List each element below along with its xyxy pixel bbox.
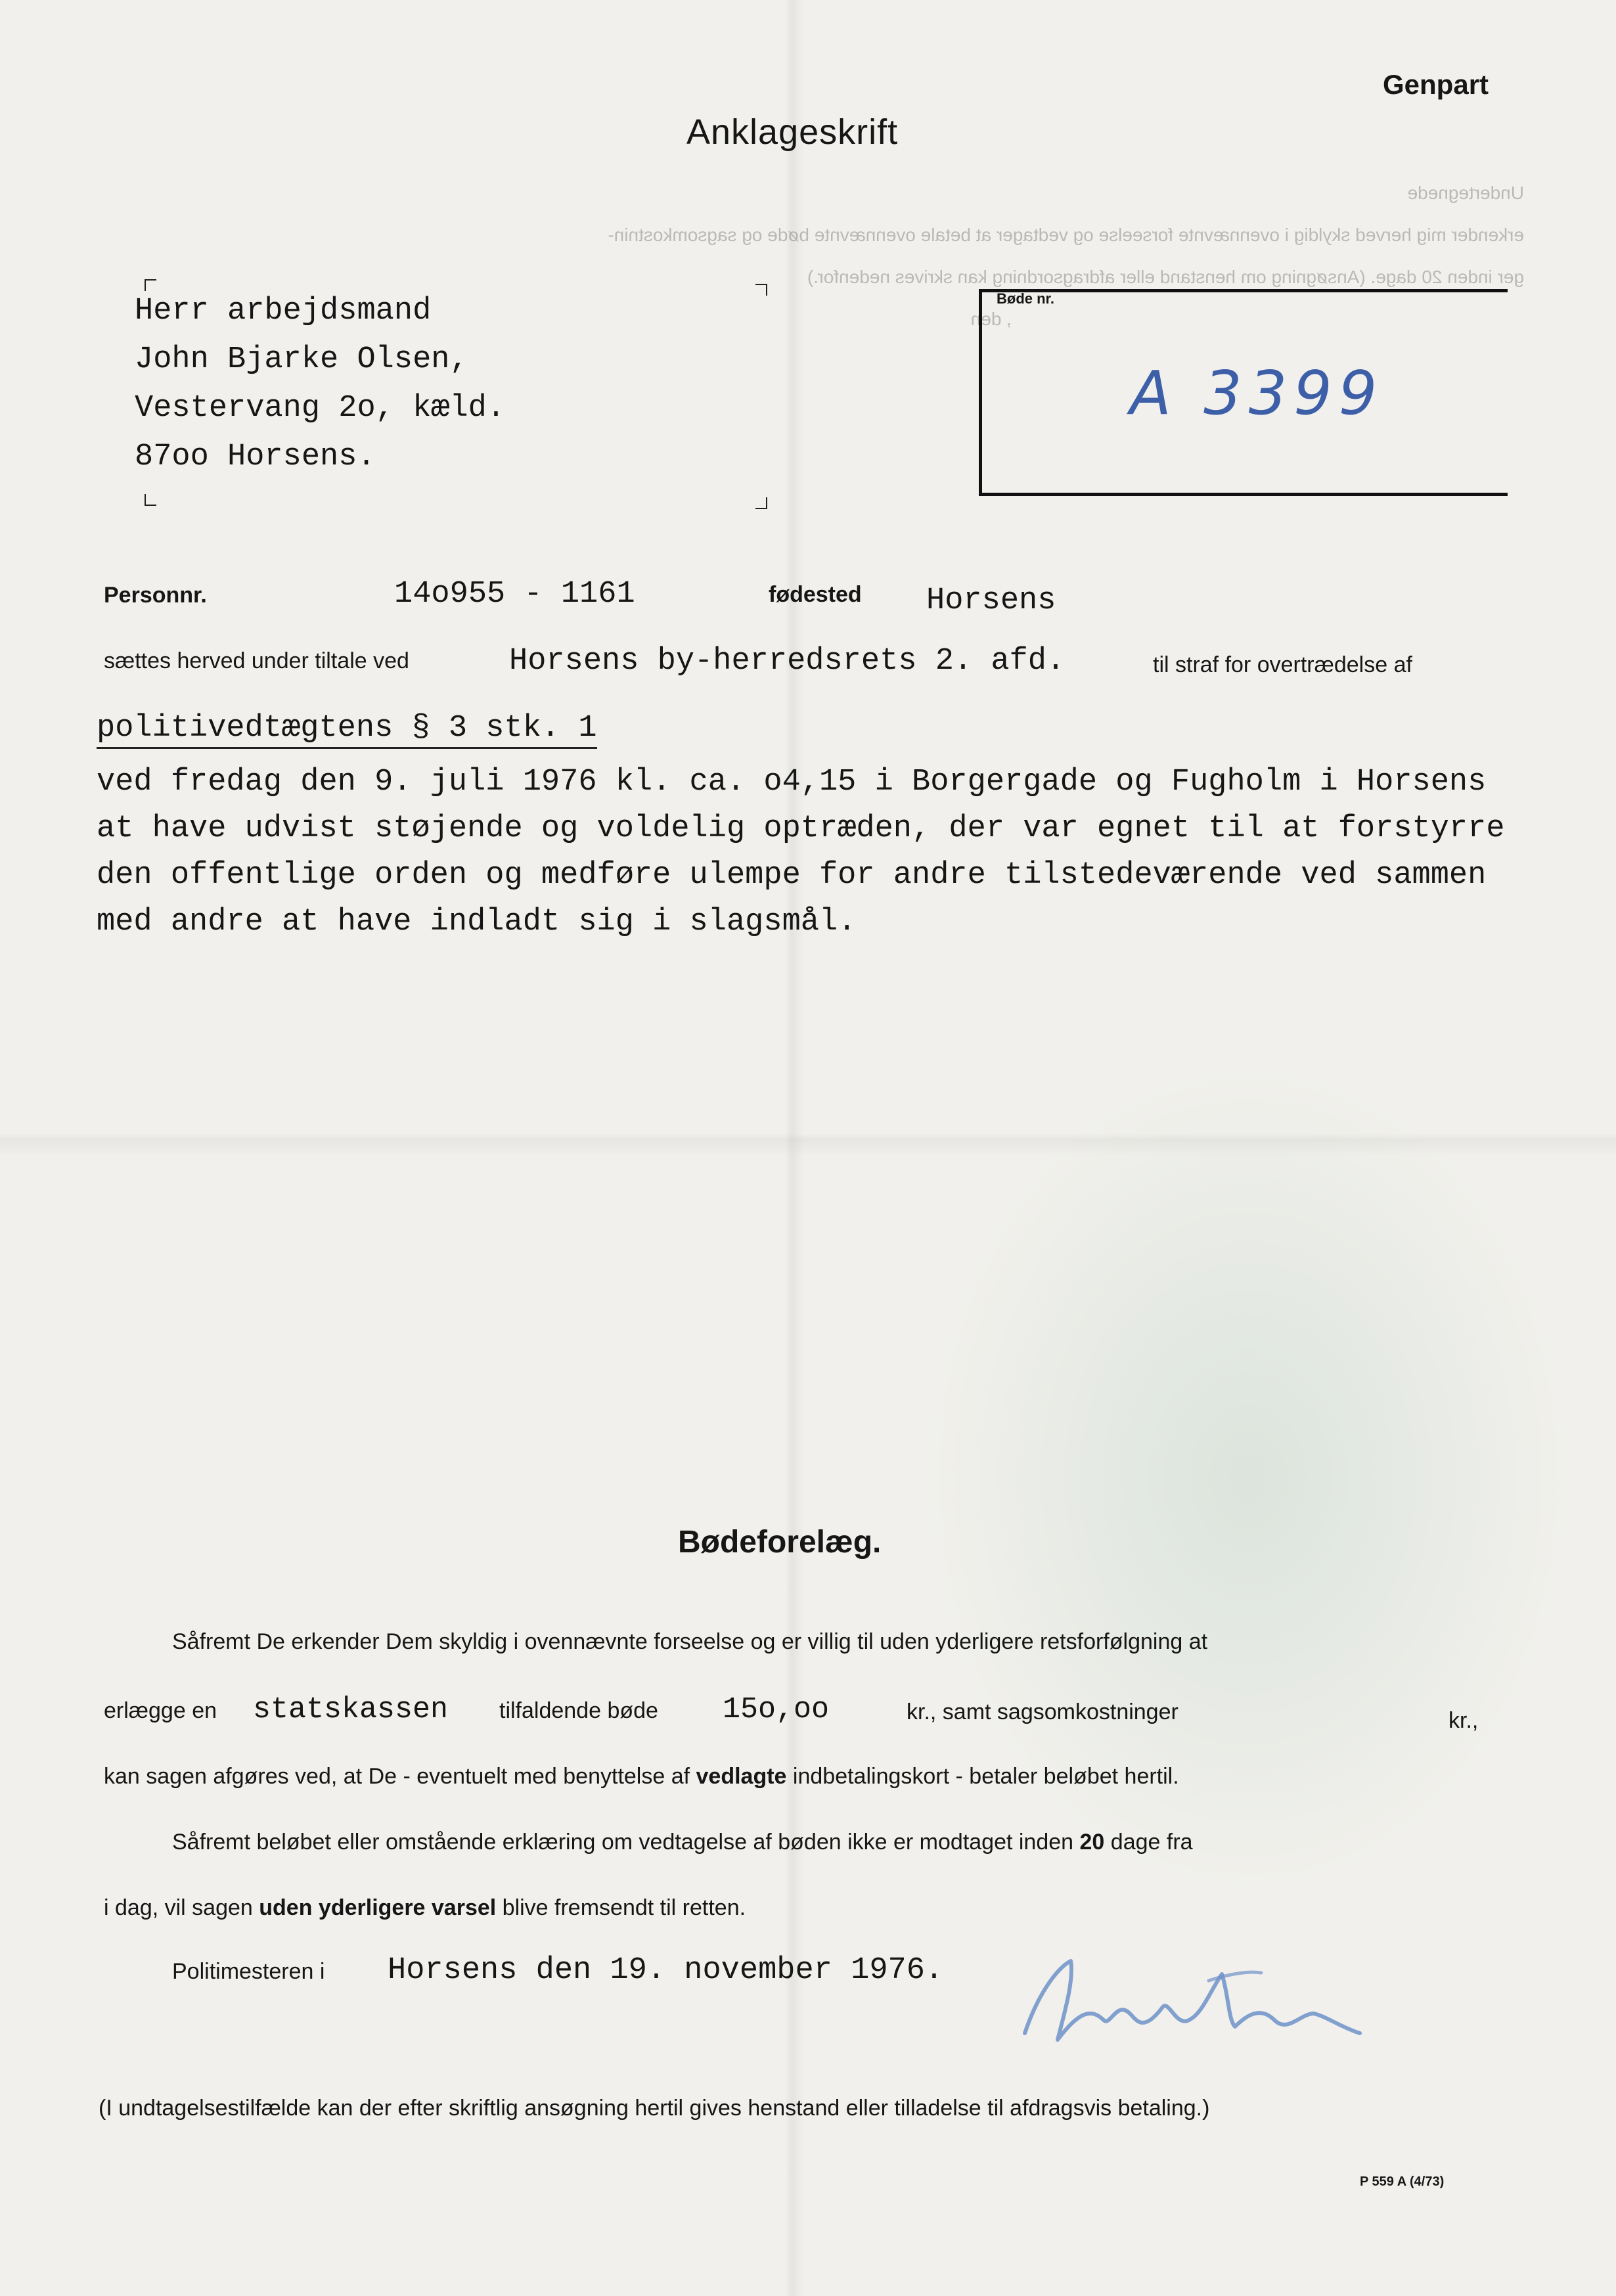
notice-p4-bold: 20 — [1079, 1830, 1105, 1855]
charge-intro: sættes herved under tiltale ved — [104, 648, 409, 673]
notice-p5-a: i dag, vil sagen — [104, 1895, 259, 1920]
fine-number-handwritten: A 3399 — [1130, 358, 1384, 428]
notice-p5-bold: uden yderligere varsel — [259, 1895, 497, 1920]
form-code: P 559 A (4/73) — [1360, 2174, 1445, 2189]
notice-fine-label: tilfaldende bøde — [499, 1698, 658, 1723]
notice-p3-bold: vedlagte — [696, 1764, 787, 1789]
address-corner-bottom-left — [145, 494, 156, 506]
recipient-line-1: Herr arbejdsmand — [135, 294, 432, 328]
personnr-value: 14o955 - 1161 — [394, 577, 635, 612]
charge-line: ved fredag den 9. juli 1976 kl. ca. o4,15 i Borgergade og Fugholm i Horsens — [97, 765, 1487, 799]
address-corner-bottom-right — [755, 497, 767, 509]
fine-recipient: statskassen — [253, 1693, 449, 1726]
notice-p3-a: kan sagen afgøres ved, at De - eventuelt med benyttelse af — [104, 1764, 696, 1789]
notice-costs-unit: kr., — [1448, 1708, 1479, 1733]
fine-number-label: Bøde nr. — [997, 290, 1055, 307]
notice-pay-intro: erlægge en — [104, 1698, 217, 1723]
notice-paragraph-5 — [104, 1895, 746, 1921]
recipient-line-2: John Bjarke Olsen, — [135, 342, 468, 377]
charge-line: med andre at have indladt sig i slagsmål. — [97, 905, 857, 939]
address-corner-top-right — [755, 284, 767, 296]
notice-paragraph-3 — [104, 1764, 1179, 1790]
notice-costs-label: kr., samt sagsomkostninger — [907, 1699, 1178, 1724]
notice-p4-a: Såfremt beløbet eller omstående erklæring om vedtagelse af bøden ikke er modtaget inden — [172, 1830, 1080, 1855]
fine-amount: 15o,oo — [723, 1693, 830, 1726]
notice-paragraph-4 — [172, 1830, 1193, 1855]
birthplace-label: fødested — [769, 582, 862, 607]
charge-description — [97, 759, 1505, 945]
recipient-line-3: Vestervang 2o, kæld. — [135, 391, 506, 426]
mirrored-line-2: erkender mig herved skyldig i ovennævnte forseelse og vedtager at betale ovennævnte bøde og sagsomkostnin- — [608, 225, 1524, 245]
court-name: Horsens by-herredsrets 2. afd. — [509, 644, 1066, 679]
fine-notice-heading: Bødeforelæg. — [678, 1525, 882, 1560]
statute-reference: politivedtægtens § 3 stk. 1 — [97, 711, 597, 749]
issue-place-date: Horsens den 19. november 1976. — [388, 1953, 944, 1988]
birthplace-value: Horsens — [926, 583, 1056, 618]
notice-paragraph-1: Såfremt De erkender Dem skyldig i ovennævnte forseelse og er villig til uden yderligere retsforfølgning at — [172, 1629, 1208, 1654]
mirrored-line-4: , den — [970, 309, 1012, 329]
notice-p3-b: indbetalingskort - betaler beløbet hertil. — [786, 1764, 1179, 1789]
copy-label: Genpart — [1383, 69, 1489, 100]
signature-scribble — [1012, 1935, 1380, 2066]
police-chief-label: Politimesteren i — [172, 1959, 325, 1984]
recipient-line-4: 87oo Horsens. — [135, 439, 376, 474]
recipient-address — [135, 287, 505, 482]
mirrored-line-3: ger inden 20 dage. (Ansøgning om henstand eller afdragsordning kan skrives nedenfor.) — [807, 267, 1524, 287]
charge-post: til straf for overtrædelse af — [1153, 652, 1412, 677]
charge-line: den offentlige orden og medføre ulempe for andre tilstedeværende ved sammen — [97, 858, 1487, 893]
notice-p5-b: blive fremsendt til retten. — [496, 1895, 746, 1920]
notice-p4-b: dage fra — [1104, 1830, 1193, 1855]
charge-line: at have udvist støjende og voldelig optræden, der var egnet til at forstyrre — [97, 811, 1505, 846]
document-title: Anklageskrift — [686, 112, 899, 152]
notice-footnote: (I undtagelsestilfælde kan der efter skriftlig ansøgning hertil gives henstand eller tilladelse til afdragsvis betaling.) — [99, 2096, 1210, 2121]
personnr-label: Personnr. — [104, 583, 207, 608]
mirrored-line-1: Undertegnede — [1407, 183, 1524, 203]
